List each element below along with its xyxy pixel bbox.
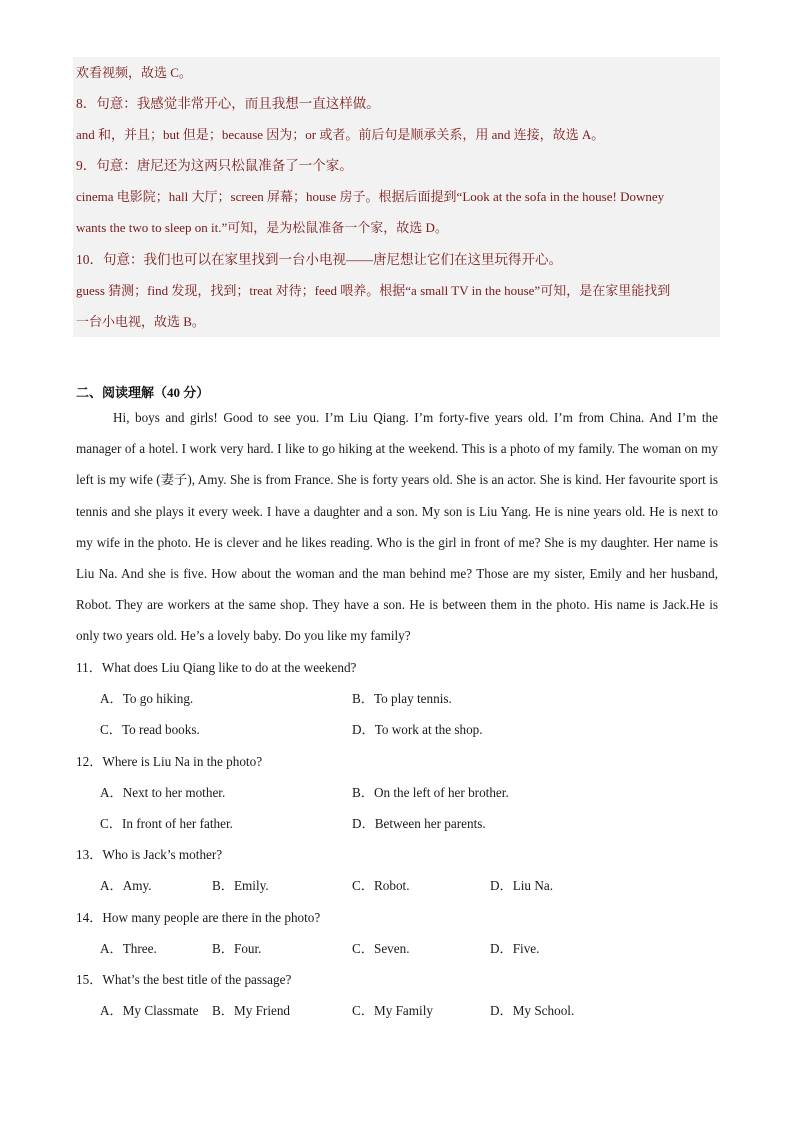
option-c: C．My Family	[352, 1003, 433, 1018]
question-stem: 13．Who is Jack’s mother?	[76, 847, 223, 862]
option-c: C．Robot.	[352, 878, 410, 893]
option-c: C．To read books.	[100, 722, 200, 737]
answer-line: 欢看视频，故选 C。	[76, 65, 192, 80]
option-c: C．Seven.	[352, 941, 410, 956]
section-title: 二、阅读理解（40 分）	[76, 385, 210, 400]
option-a: A．Three.	[100, 941, 157, 956]
answer-line: guess 猜测；find 发现，找到；treat 对待；feed 喂养。根据“a small TV in the house”可知，是在家里能找到	[76, 283, 671, 298]
question-stem: 12．Where is Liu Na in the photo?	[76, 754, 263, 769]
option-d: D．Liu Na.	[490, 878, 553, 893]
option-b: B．Emily.	[212, 878, 269, 893]
answer-line: 8．句意：我感觉非常开心，而且我想一直这样做。	[76, 96, 380, 111]
option-d: D．Between her parents.	[352, 816, 486, 831]
option-a: A．Amy.	[100, 878, 152, 893]
answer-line: 9．句意：唐尼还为这两只松鼠准备了一个家。	[76, 158, 353, 173]
answer-line: wants the two to sleep on it.”可知，是为松鼠准备一个家，故选 D。	[76, 220, 448, 235]
option-a: A．Next to her mother.	[100, 785, 226, 800]
answer-line: cinema 电影院；hall 大厅；screen 屏幕；house 房子。根据后面提到“Look at the sofa in the house! Downey	[76, 189, 665, 204]
answer-line: 一台小电视，故选 B。	[76, 314, 205, 329]
option-a: A．My Classmate	[100, 1003, 199, 1018]
option-a: A．To go hiking.	[100, 691, 194, 706]
option-d: D．My School.	[490, 1003, 575, 1018]
question-stem: 14．How many people are there in the photo?	[76, 910, 321, 925]
option-d: D．Five.	[490, 941, 540, 956]
question-stem: 15．What’s the best title of the passage?	[76, 972, 292, 987]
option-b: B．On the left of her brother.	[352, 785, 509, 800]
option-b: B．To play tennis.	[352, 691, 452, 706]
option-d: D．To work at the shop.	[352, 722, 483, 737]
option-c: C．In front of her father.	[100, 816, 233, 831]
answer-line: and 和，并且；but 但是；because 因为；or 或者。前后句是顺承关系，用 and 连接，故选 A。	[76, 127, 605, 142]
answer-line: 10．句意：我们也可以在家里找到一台小电视——唐尼想让它们在这里玩得开心。	[76, 252, 562, 267]
option-b: B．My Friend	[212, 1003, 291, 1018]
question-stem: 11．What does Liu Qiang like to do at the weekend?	[76, 660, 357, 675]
option-b: B．Four.	[212, 941, 262, 956]
reading-passage: Hi, boys and girls! Good to see you. I’m Liu Qiang. I’m forty-five years old. I’m from China. And I’m the manager of a hotel. I work very hard. I like to go hiking at the weekend. This is a photo of my family. The woman on my left is my wife (妻子), Amy. She is from France. She is forty years old. She is an actor. She is kind. Her favourite sport is tennis and she plays it every week. I have a daughter and a son. My son is Liu Yang. He is nine years old. He is next to my wife in the photo. He is clever and he likes reading. Who is the girl in front of me? She is my daughter. Her name is Liu Na. And she is five. How about the woman and the man behind me? Those are my sister, Emily and her husband, Robot. They are workers at the same shop. They have a son. He is between them in the photo. His name is Jack.He is only two years old. He’s a lovely baby. Do you like my family?	[76, 410, 718, 644]
